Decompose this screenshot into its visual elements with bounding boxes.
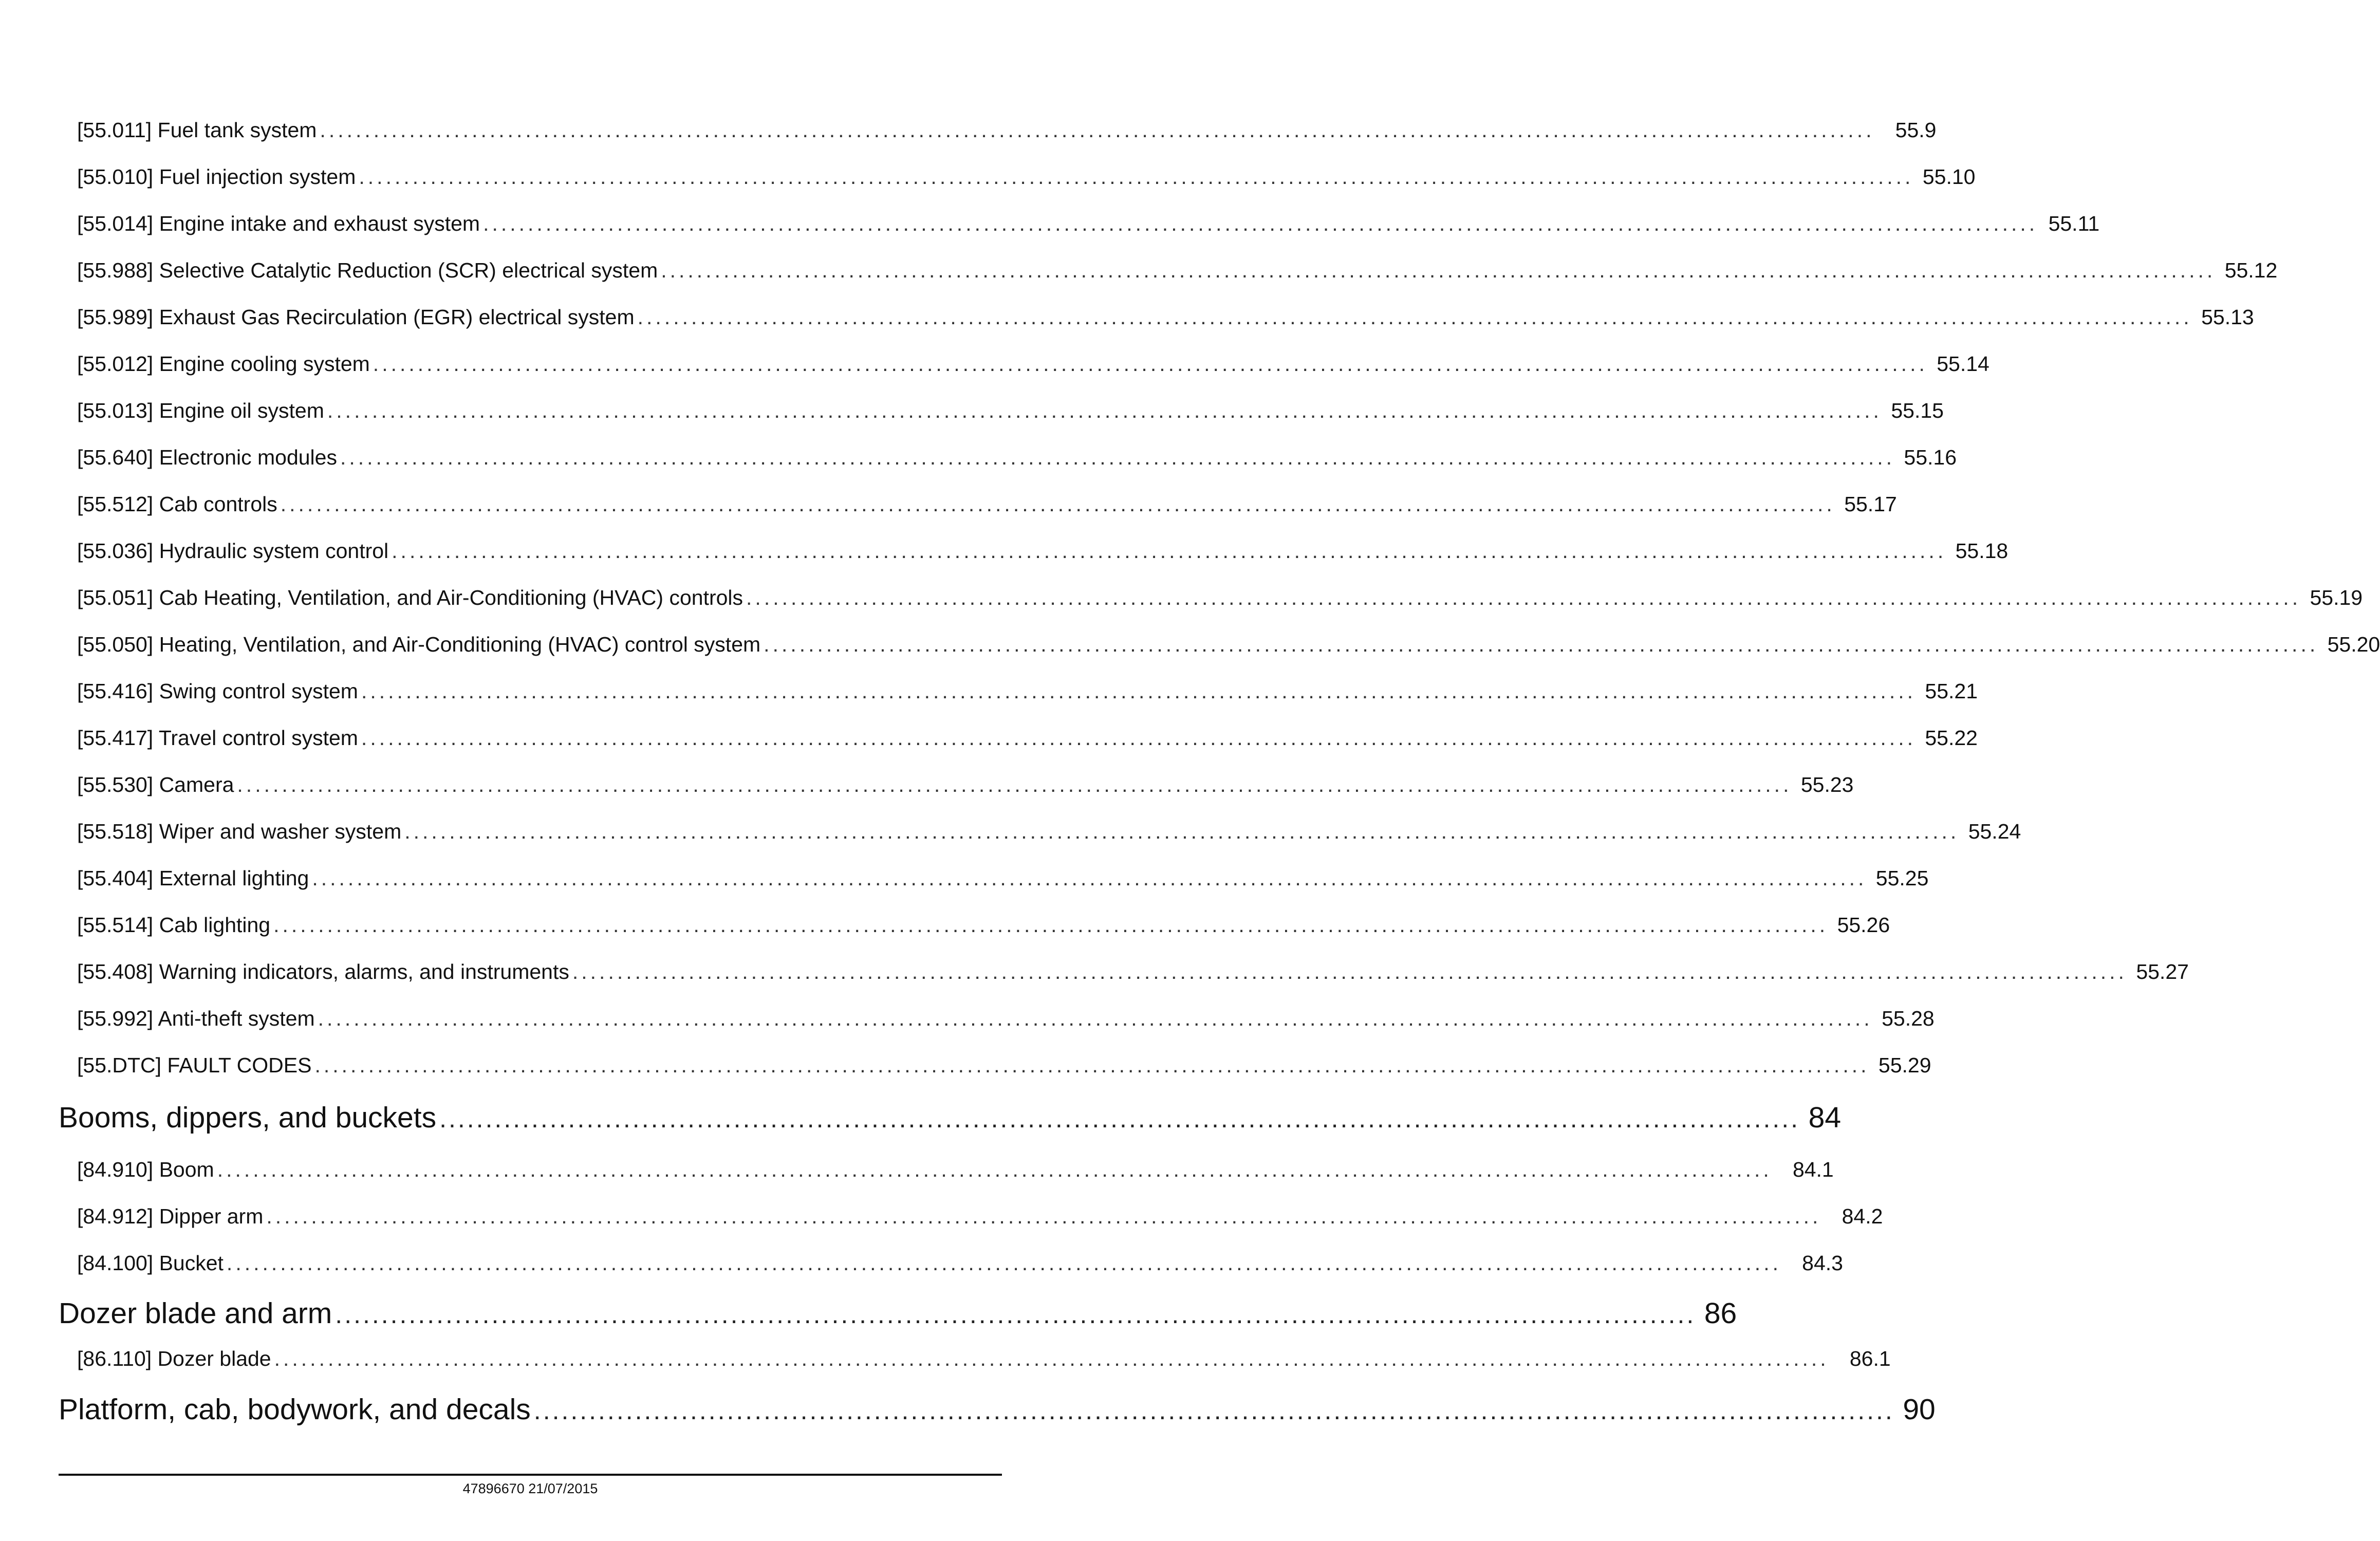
- toc-entry[interactable]: [77, 586, 2363, 610]
- toc-entry-label: [55.988] Selective Catalytic Reduction (SCR) electrical system: [77, 258, 658, 282]
- dot-leader: ..............................................................................................................................................................................: [361, 726, 1916, 750]
- toc-entry[interactable]: [77, 726, 1978, 750]
- dot-leader: ..............................................................................................................................................................................: [764, 633, 2319, 656]
- dot-leader: ..............................................................................................................................................................................: [273, 913, 1829, 937]
- toc-entry-page: 55.19: [2310, 586, 2363, 609]
- toc-entry-page: 55.9: [1895, 118, 1937, 142]
- toc-entry[interactable]: [77, 1251, 1843, 1275]
- toc-entry-label: [55.512] Cab controls: [77, 492, 277, 516]
- toc-section-page: 90: [1903, 1393, 1936, 1426]
- dot-leader: ..............................................................................................................................................................................: [237, 773, 1792, 796]
- toc-entry-page: 55.15: [1891, 399, 1944, 422]
- toc-section-heading[interactable]: [59, 1393, 1936, 1426]
- dot-leader: ..............................................................................................................................................................................: [266, 1204, 1821, 1228]
- toc-entry-page: 86.1: [1849, 1347, 1891, 1370]
- toc-entry-page: 55.25: [1875, 866, 1929, 890]
- toc-entry-page: 55.16: [1904, 445, 1957, 469]
- toc-entry[interactable]: [77, 305, 2254, 329]
- toc-entry[interactable]: [77, 913, 1890, 937]
- toc-entry-page: 55.14: [1937, 352, 1989, 376]
- footer-document-id: 47896670 21/07/2015: [462, 1481, 598, 1496]
- dot-leader: ..............................................................................................................................................................................: [746, 586, 2301, 609]
- toc-section-label: Dozer blade and arm: [59, 1297, 332, 1330]
- toc-entry-page: 55.27: [2136, 960, 2189, 983]
- toc-entry[interactable]: [77, 445, 1957, 470]
- toc-entry-label: [55.989] Exhaust Gas Recirculation (EGR) electrical system: [77, 305, 635, 329]
- toc-entry-label: [55.416] Swing control system: [77, 679, 358, 703]
- toc-entry[interactable]: [77, 1053, 1931, 1078]
- toc-entry[interactable]: [77, 960, 2189, 984]
- toc-entry-label: [55.050] Heating, Ventilation, and Air-Conditioning (HVAC) control system: [77, 633, 761, 656]
- toc-entry-page: 55.24: [1968, 820, 2021, 843]
- dot-leader: ..............................................................................................................................................................................: [320, 118, 1875, 142]
- toc-entry-label: [84.910] Boom: [77, 1158, 214, 1181]
- toc-entry-page: 55.28: [1882, 1007, 1935, 1030]
- toc-entry-label: [55.514] Cab lighting: [77, 913, 271, 937]
- toc-entry-page: 55.29: [1878, 1053, 1931, 1077]
- toc-entry-label: [55.530] Camera: [77, 773, 234, 796]
- toc-entry-page: 84.2: [1842, 1204, 1883, 1228]
- dot-leader: ..............................................................................................................................................................................: [637, 305, 2192, 329]
- toc-entry-label: [55.013] Engine oil system: [77, 399, 324, 422]
- toc-entry[interactable]: [77, 773, 1854, 797]
- toc-entry-label: [55.417] Travel control system: [77, 726, 358, 750]
- toc-entry-label: [55.DTC] FAULT CODES: [77, 1053, 312, 1077]
- toc-section-page: 86: [1704, 1297, 1737, 1330]
- toc-entry-page: 55.18: [1955, 539, 2009, 563]
- toc-entry[interactable]: [77, 539, 2009, 563]
- dot-leader: ..............................................................................................................................................................................: [483, 212, 2038, 235]
- toc-entry-page: 55.26: [1837, 913, 1890, 937]
- dot-leader: ..............................................................................................................................................................................: [373, 352, 1928, 376]
- dot-leader: ..............................................................................................................................................................................: [359, 165, 1914, 189]
- toc-section-label: Booms, dippers, and buckets: [59, 1101, 437, 1134]
- toc-entry-page: 55.22: [1925, 726, 1978, 750]
- toc-entry-page: 55.21: [1925, 679, 1978, 703]
- dot-leader: ..............................................................................................................................................................................: [340, 445, 1895, 469]
- footer-rule: [59, 1474, 1002, 1476]
- dot-leader: ..............................................................................................................................................................................: [327, 399, 1882, 422]
- dot-leader: ....................................................................................................................................................: [335, 1300, 1696, 1329]
- toc-entry[interactable]: [77, 1158, 1834, 1182]
- toc-entry-label: [84.912] Dipper arm: [77, 1204, 264, 1228]
- toc-entry-label: [55.014] Engine intake and exhaust system: [77, 212, 480, 235]
- dot-leader: ..............................................................................................................................................................................: [226, 1251, 1781, 1275]
- toc-section-heading[interactable]: [59, 1296, 1737, 1330]
- toc-entry[interactable]: [77, 1204, 1883, 1229]
- toc-entry-page: 55.12: [2224, 258, 2278, 282]
- toc-entry-page: 55.11: [2048, 212, 2100, 235]
- toc-entry-page: 84.1: [1792, 1158, 1834, 1181]
- dot-leader: ..............................................................................................................................................................................: [312, 866, 1867, 890]
- toc-entry-label: [55.518] Wiper and washer system: [77, 820, 402, 843]
- toc-entry-label: [55.010] Fuel injection system: [77, 165, 356, 189]
- toc-entry[interactable]: [77, 866, 1929, 890]
- toc-entry-label: [55.051] Cab Heating, Ventilation, and Air-Conditioning (HVAC) controls: [77, 586, 743, 609]
- dot-leader: ..............................................................................................................................................................................: [404, 820, 1960, 843]
- toc-entry-label: [55.408] Warning indicators, alarms, and instruments: [77, 960, 569, 983]
- toc-entry-page: 55.20: [2327, 633, 2380, 656]
- toc-entry-label: [55.404] External lighting: [77, 866, 309, 890]
- toc-entry[interactable]: [77, 820, 2021, 844]
- dot-leader: ..............................................................................................................................................................................: [392, 539, 1947, 563]
- dot-leader: ..............................................................................................................................................................................: [318, 1007, 1873, 1030]
- dot-leader: ..............................................................................................................................................................................: [661, 258, 2216, 282]
- dot-leader: ..............................................................................................................................................................................: [217, 1158, 1772, 1181]
- toc-entry-label: [55.036] Hydraulic system control: [77, 539, 389, 563]
- toc-entry-page: 55.23: [1800, 773, 1854, 796]
- toc-entry-page: 55.17: [1844, 492, 1897, 516]
- toc-entry[interactable]: [77, 165, 1976, 189]
- toc-entry-label: [55.992] Anti-theft system: [77, 1007, 315, 1030]
- dot-leader: ..............................................................................................................................................................................: [361, 679, 1916, 703]
- toc-section-page: 84: [1808, 1101, 1842, 1134]
- toc-entry[interactable]: [77, 258, 2278, 283]
- toc-entry[interactable]: [77, 1347, 1891, 1371]
- toc-entry-page: 55.10: [1922, 165, 1976, 189]
- toc-entry[interactable]: [77, 633, 2380, 657]
- dot-leader: ..............................................................................................................................................................................: [314, 1053, 1870, 1077]
- toc-entry-label: [86.110] Dozer blade: [77, 1347, 271, 1370]
- toc-entry[interactable]: [77, 679, 1978, 703]
- toc-entry-page: 84.3: [1802, 1251, 1843, 1275]
- toc-entry[interactable]: [77, 1007, 1935, 1031]
- toc-entry[interactable]: [77, 492, 1897, 516]
- dot-leader: ....................................................................................................................................................: [533, 1396, 1894, 1425]
- dot-leader: ..............................................................................................................................................................................: [572, 960, 2127, 983]
- dot-leader: ..............................................................................................................................................................................: [274, 1347, 1829, 1370]
- toc-entry-label: [55.640] Electronic modules: [77, 445, 337, 469]
- toc-entry[interactable]: [77, 352, 1989, 376]
- toc-entry-label: [55.012] Engine cooling system: [77, 352, 370, 376]
- toc-section-label: Platform, cab, bodywork, and decals: [59, 1393, 531, 1426]
- toc-entry-label: [55.011] Fuel tank system: [77, 118, 317, 142]
- toc-entry-label: [84.100] Bucket: [77, 1251, 224, 1275]
- toc-entry-page: 55.13: [2201, 305, 2254, 329]
- dot-leader: ....................................................................................................................................................: [439, 1104, 1800, 1133]
- toc-entry[interactable]: [77, 118, 1937, 142]
- dot-leader: ..............................................................................................................................................................................: [280, 492, 1835, 516]
- toc-entry[interactable]: [77, 399, 1944, 423]
- toc-entry[interactable]: [77, 212, 2100, 236]
- toc-section-heading[interactable]: [59, 1101, 1842, 1135]
